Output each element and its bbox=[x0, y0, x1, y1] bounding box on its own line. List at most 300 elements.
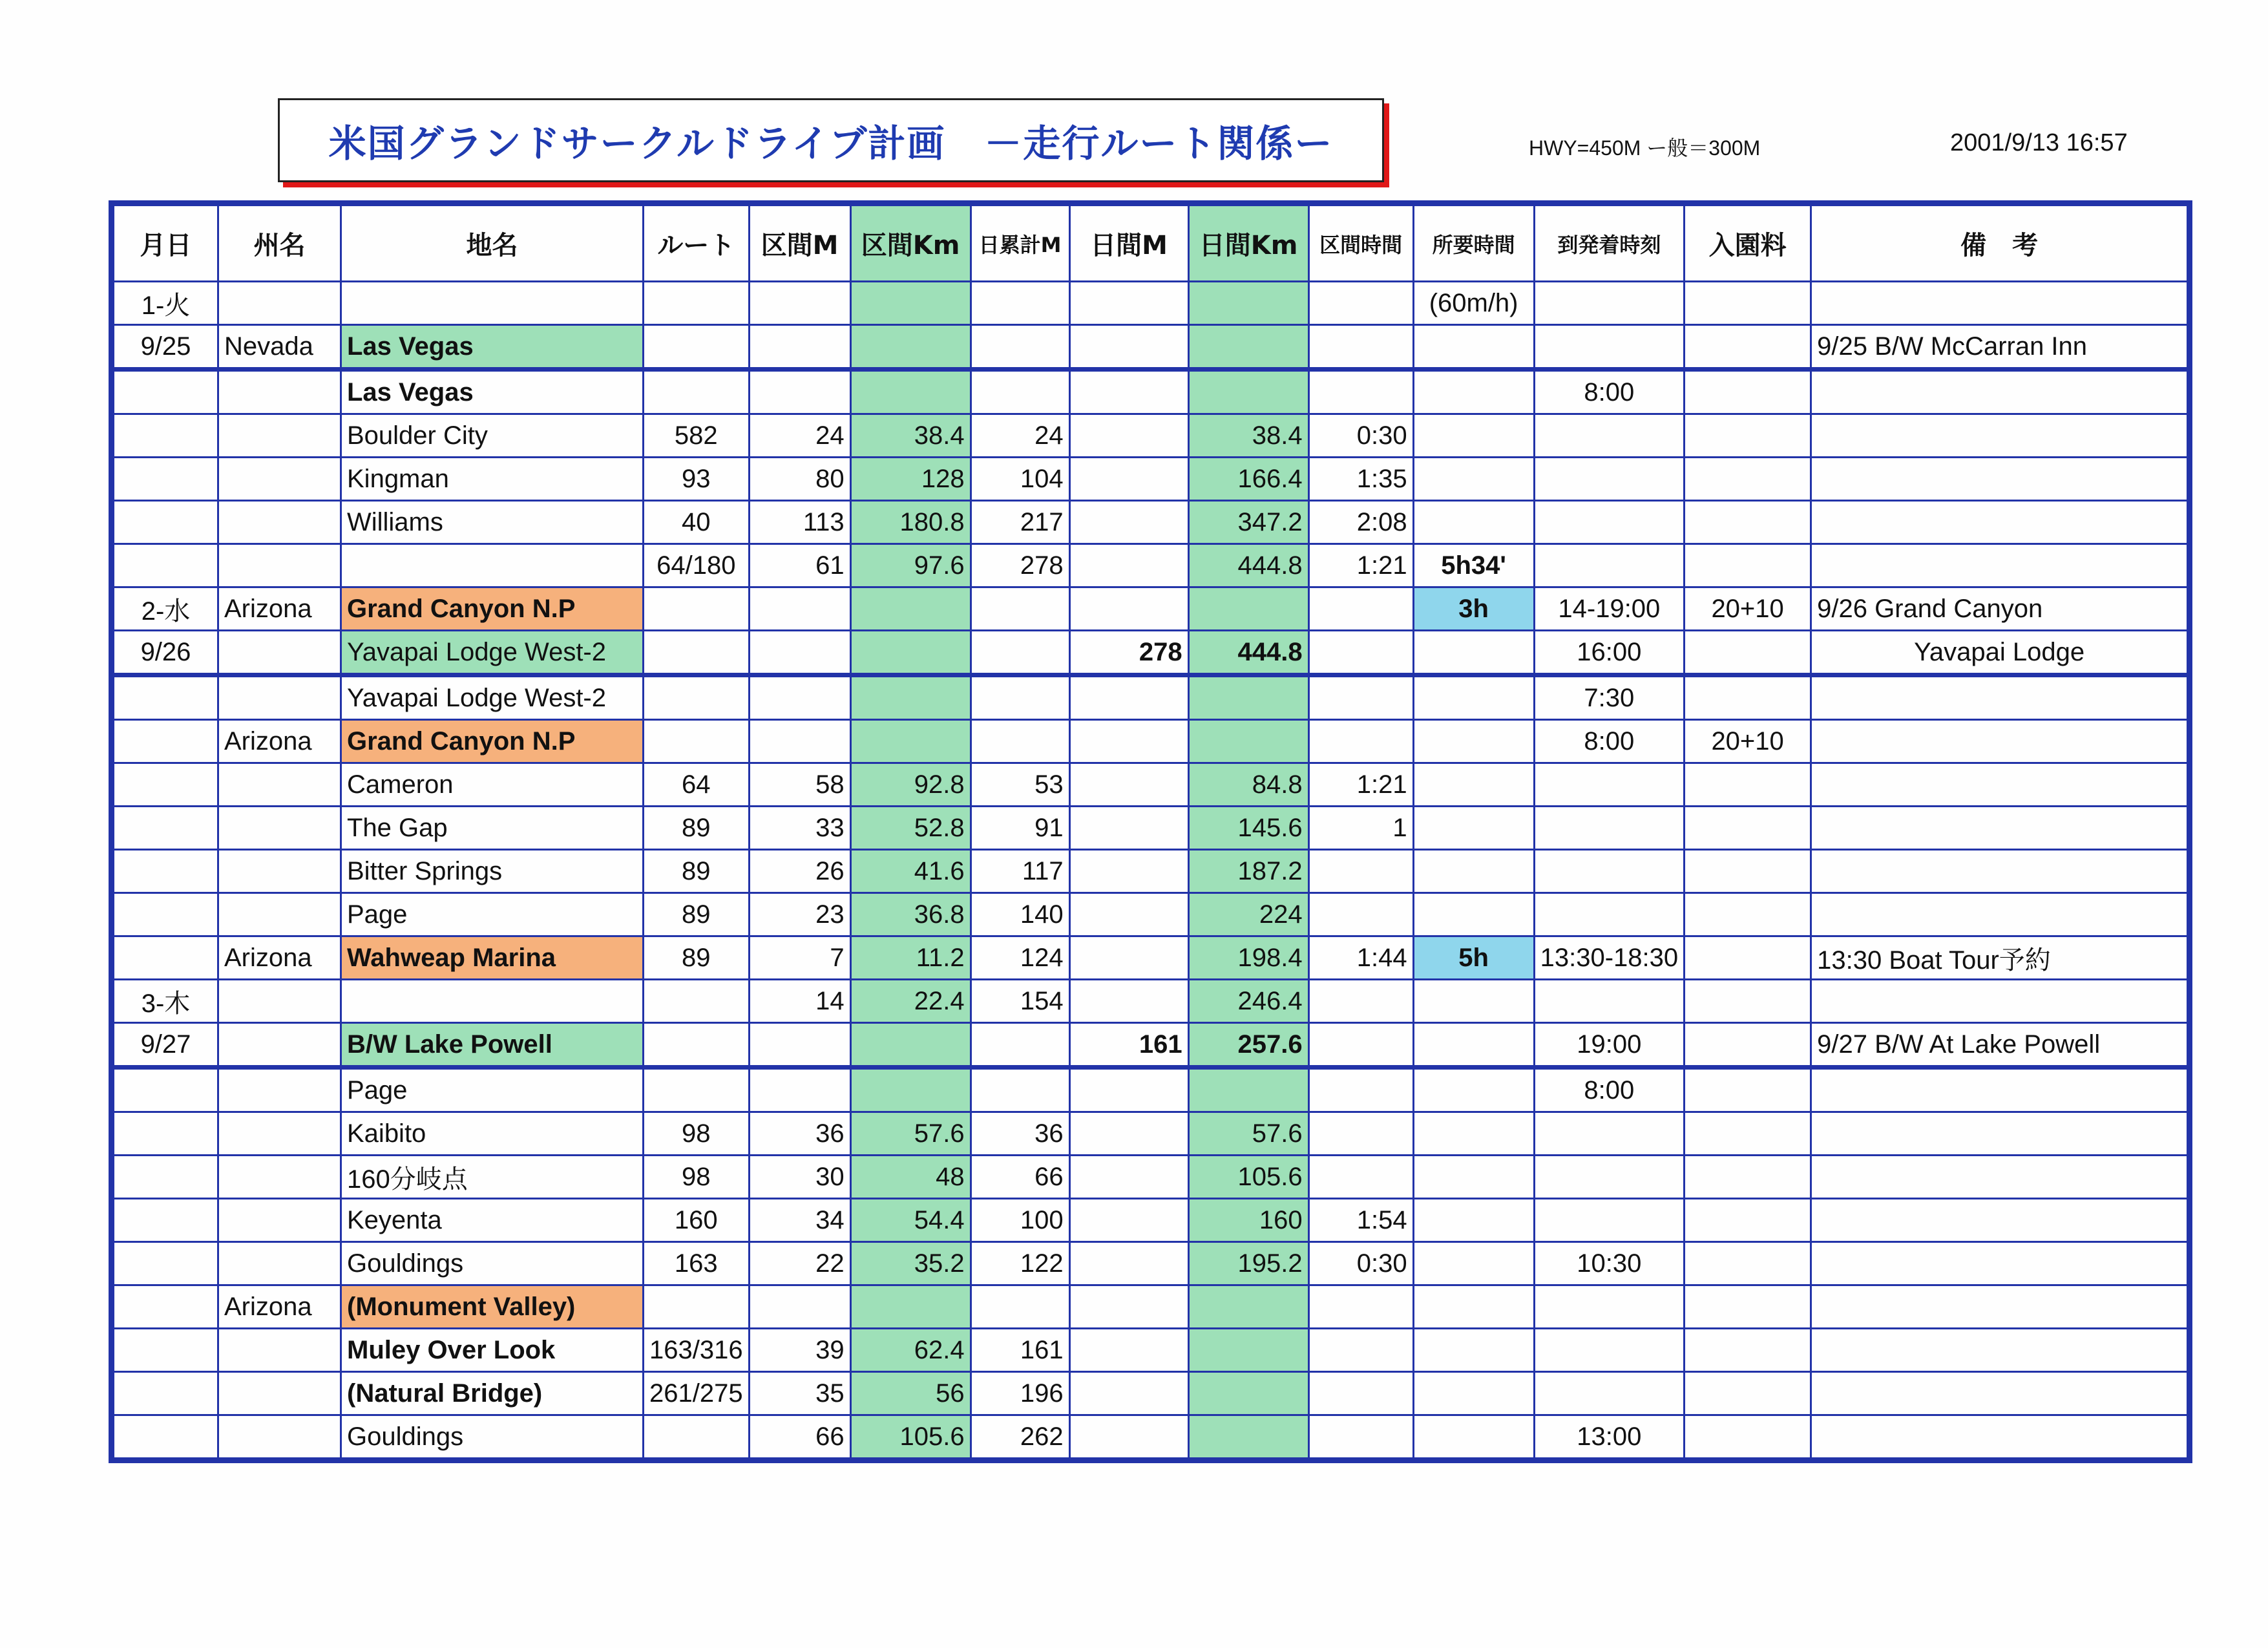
cell-section-km: 38.4 bbox=[850, 414, 971, 458]
cell-remarks bbox=[1811, 458, 2188, 501]
cell-arrival-departure: 7:30 bbox=[1534, 675, 1685, 720]
cell-day-km: 224 bbox=[1188, 893, 1308, 936]
cell-day-km bbox=[1188, 1068, 1308, 1112]
cell-required-time bbox=[1413, 1112, 1534, 1156]
cell-section-km: 35.2 bbox=[850, 1242, 971, 1285]
cell-day-cumulative-miles: 196 bbox=[971, 1372, 1069, 1415]
header-section-miles: 区間M bbox=[749, 206, 850, 282]
cell-arrival-departure: 16:00 bbox=[1534, 631, 1685, 675]
cell-section-km: 11.2 bbox=[850, 936, 971, 980]
cell-section-miles: 23 bbox=[749, 893, 850, 936]
cell-state bbox=[218, 1372, 341, 1415]
cell-remarks bbox=[1811, 282, 2188, 325]
cell-day-miles bbox=[1069, 414, 1188, 458]
cell-section-time bbox=[1308, 282, 1413, 325]
cell-required-time bbox=[1413, 675, 1534, 720]
cell-section-km bbox=[850, 631, 971, 675]
cell-date bbox=[114, 1242, 218, 1285]
header-place: 地名 bbox=[341, 206, 644, 282]
cell-entry-fee bbox=[1685, 1415, 1811, 1459]
cell-date bbox=[114, 501, 218, 544]
cell-day-cumulative-miles bbox=[971, 720, 1069, 763]
cell-date bbox=[114, 807, 218, 850]
cell-day-km: 198.4 bbox=[1188, 936, 1308, 980]
cell-route bbox=[644, 675, 750, 720]
cell-day-miles bbox=[1069, 850, 1188, 893]
table-row bbox=[114, 893, 2188, 936]
header-day-km: 日間Km bbox=[1188, 206, 1308, 282]
cell-day-km: 166.4 bbox=[1188, 458, 1308, 501]
cell-route: 582 bbox=[644, 414, 750, 458]
route-table-body bbox=[114, 282, 2188, 1459]
cell-arrival-departure bbox=[1534, 1199, 1685, 1242]
cell-day-cumulative-miles: 53 bbox=[971, 763, 1069, 807]
cell-section-time: 1 bbox=[1308, 807, 1413, 850]
cell-entry-fee bbox=[1685, 980, 1811, 1023]
cell-date bbox=[114, 1156, 218, 1199]
table-row bbox=[114, 587, 2188, 631]
cell-day-km: 84.8 bbox=[1188, 763, 1308, 807]
cell-state bbox=[218, 458, 341, 501]
cell-state: Arizona bbox=[218, 720, 341, 763]
cell-day-miles bbox=[1069, 1372, 1188, 1415]
cell-section-miles: 66 bbox=[749, 1415, 850, 1459]
table-row bbox=[114, 980, 2188, 1023]
cell-place: Yavapai Lodge West-2 bbox=[341, 631, 644, 675]
cell-arrival-departure bbox=[1534, 501, 1685, 544]
cell-section-time bbox=[1308, 980, 1413, 1023]
cell-section-km: 180.8 bbox=[850, 501, 971, 544]
cell-arrival-departure bbox=[1534, 282, 1685, 325]
cell-place: Bitter Springs bbox=[341, 850, 644, 893]
cell-route: 261/275 bbox=[644, 1372, 750, 1415]
cell-remarks: 9/25 B/W McCarran Inn bbox=[1811, 325, 2188, 370]
cell-required-time: 3h bbox=[1413, 587, 1534, 631]
cell-section-km bbox=[850, 1068, 971, 1112]
cell-required-time bbox=[1413, 1068, 1534, 1112]
cell-section-miles: 80 bbox=[749, 458, 850, 501]
cell-state bbox=[218, 414, 341, 458]
cell-place: B/W Lake Powell bbox=[341, 1023, 644, 1068]
table-row bbox=[114, 1112, 2188, 1156]
header-day-miles: 日間M bbox=[1069, 206, 1188, 282]
cell-entry-fee bbox=[1685, 1242, 1811, 1285]
cell-route: 64/180 bbox=[644, 544, 750, 587]
cell-place: Kingman bbox=[341, 458, 644, 501]
cell-day-km: 38.4 bbox=[1188, 414, 1308, 458]
cell-route bbox=[644, 1023, 750, 1068]
cell-state bbox=[218, 980, 341, 1023]
header-route: ルート bbox=[644, 206, 750, 282]
cell-route bbox=[644, 325, 750, 370]
cell-required-time: (60m/h) bbox=[1413, 282, 1534, 325]
cell-section-km bbox=[850, 720, 971, 763]
cell-place: Las Vegas bbox=[341, 370, 644, 414]
cell-remarks bbox=[1811, 1112, 2188, 1156]
cell-route: 163 bbox=[644, 1242, 750, 1285]
cell-section-time bbox=[1308, 1415, 1413, 1459]
cell-section-time bbox=[1308, 587, 1413, 631]
cell-route: 98 bbox=[644, 1112, 750, 1156]
cell-date bbox=[114, 458, 218, 501]
cell-day-km bbox=[1188, 720, 1308, 763]
cell-place: Page bbox=[341, 893, 644, 936]
cell-route bbox=[644, 1415, 750, 1459]
cell-day-cumulative-miles bbox=[971, 282, 1069, 325]
cell-arrival-departure bbox=[1534, 325, 1685, 370]
cell-date bbox=[114, 1199, 218, 1242]
cell-day-cumulative-miles: 278 bbox=[971, 544, 1069, 587]
cell-section-miles bbox=[749, 1068, 850, 1112]
cell-state: Arizona bbox=[218, 587, 341, 631]
cell-remarks bbox=[1811, 675, 2188, 720]
cell-place: Kaibito bbox=[341, 1112, 644, 1156]
cell-arrival-departure bbox=[1534, 850, 1685, 893]
cell-day-km: 57.6 bbox=[1188, 1112, 1308, 1156]
cell-route bbox=[644, 370, 750, 414]
cell-place bbox=[341, 544, 644, 587]
cell-route: 93 bbox=[644, 458, 750, 501]
table-row bbox=[114, 1023, 2188, 1068]
cell-day-cumulative-miles: 36 bbox=[971, 1112, 1069, 1156]
cell-required-time bbox=[1413, 501, 1534, 544]
cell-day-cumulative-miles: 104 bbox=[971, 458, 1069, 501]
cell-section-miles: 58 bbox=[749, 763, 850, 807]
cell-day-miles bbox=[1069, 1199, 1188, 1242]
cell-remarks bbox=[1811, 414, 2188, 458]
cell-remarks bbox=[1811, 763, 2188, 807]
cell-day-cumulative-miles bbox=[971, 325, 1069, 370]
cell-place: (Monument Valley) bbox=[341, 1285, 644, 1329]
cell-state bbox=[218, 1415, 341, 1459]
cell-remarks bbox=[1811, 1156, 2188, 1199]
cell-section-miles bbox=[749, 675, 850, 720]
cell-day-cumulative-miles: 262 bbox=[971, 1415, 1069, 1459]
cell-day-cumulative-miles bbox=[971, 1285, 1069, 1329]
cell-date: 9/27 bbox=[114, 1023, 218, 1068]
cell-section-miles: 36 bbox=[749, 1112, 850, 1156]
cell-state bbox=[218, 1199, 341, 1242]
cell-section-miles: 61 bbox=[749, 544, 850, 587]
cell-place: Page bbox=[341, 1068, 644, 1112]
cell-section-km: 41.6 bbox=[850, 850, 971, 893]
cell-required-time bbox=[1413, 1199, 1534, 1242]
cell-arrival-departure bbox=[1534, 980, 1685, 1023]
table-row bbox=[114, 850, 2188, 893]
cell-day-miles bbox=[1069, 893, 1188, 936]
cell-state bbox=[218, 763, 341, 807]
cell-day-km: 347.2 bbox=[1188, 501, 1308, 544]
cell-section-miles bbox=[749, 325, 850, 370]
table-row bbox=[114, 458, 2188, 501]
cell-required-time bbox=[1413, 1023, 1534, 1068]
cell-day-miles bbox=[1069, 1242, 1188, 1285]
table-row bbox=[114, 370, 2188, 414]
cell-required-time bbox=[1413, 980, 1534, 1023]
cell-section-miles bbox=[749, 282, 850, 325]
cell-day-miles bbox=[1069, 282, 1188, 325]
cell-day-miles: 161 bbox=[1069, 1023, 1188, 1068]
cell-day-km: 444.8 bbox=[1188, 544, 1308, 587]
header-section-km: 区間Km bbox=[850, 206, 971, 282]
cell-required-time bbox=[1413, 807, 1534, 850]
cell-state bbox=[218, 807, 341, 850]
cell-day-cumulative-miles bbox=[971, 1023, 1069, 1068]
cell-section-time: 1:54 bbox=[1308, 1199, 1413, 1242]
cell-date bbox=[114, 893, 218, 936]
cell-place: Gouldings bbox=[341, 1242, 644, 1285]
cell-remarks bbox=[1811, 1415, 2188, 1459]
cell-required-time bbox=[1413, 631, 1534, 675]
cell-day-miles bbox=[1069, 807, 1188, 850]
cell-remarks: 9/26 Grand Canyon bbox=[1811, 587, 2188, 631]
cell-required-time bbox=[1413, 850, 1534, 893]
cell-day-km bbox=[1188, 675, 1308, 720]
cell-section-miles: 33 bbox=[749, 807, 850, 850]
cell-section-km bbox=[850, 1023, 971, 1068]
table-row bbox=[114, 1285, 2188, 1329]
cell-route: 40 bbox=[644, 501, 750, 544]
cell-section-time: 0:30 bbox=[1308, 414, 1413, 458]
table-row bbox=[114, 1329, 2188, 1372]
cell-date bbox=[114, 1372, 218, 1415]
cell-required-time bbox=[1413, 1372, 1534, 1415]
header-date: 月日 bbox=[114, 206, 218, 282]
cell-section-miles: 22 bbox=[749, 1242, 850, 1285]
cell-section-time: 1:21 bbox=[1308, 544, 1413, 587]
cell-section-km: 54.4 bbox=[850, 1199, 971, 1242]
cell-day-miles bbox=[1069, 370, 1188, 414]
cell-place: Yavapai Lodge West-2 bbox=[341, 675, 644, 720]
cell-day-miles bbox=[1069, 763, 1188, 807]
cell-section-time bbox=[1308, 1372, 1413, 1415]
cell-section-time bbox=[1308, 850, 1413, 893]
cell-section-time bbox=[1308, 631, 1413, 675]
table-row bbox=[114, 763, 2188, 807]
cell-section-km: 57.6 bbox=[850, 1112, 971, 1156]
header-day-cumulative-miles: 日累計M bbox=[971, 206, 1069, 282]
cell-date bbox=[114, 1285, 218, 1329]
cell-state bbox=[218, 893, 341, 936]
cell-arrival-departure bbox=[1534, 458, 1685, 501]
cell-day-miles bbox=[1069, 936, 1188, 980]
cell-place: 160分岐点 bbox=[341, 1156, 644, 1199]
cell-entry-fee bbox=[1685, 370, 1811, 414]
cell-state bbox=[218, 675, 341, 720]
cell-entry-fee: 20+10 bbox=[1685, 720, 1811, 763]
header-state: 州名 bbox=[218, 206, 341, 282]
cell-required-time bbox=[1413, 370, 1534, 414]
cell-entry-fee bbox=[1685, 936, 1811, 980]
cell-entry-fee bbox=[1685, 893, 1811, 936]
cell-day-cumulative-miles: 161 bbox=[971, 1329, 1069, 1372]
cell-day-miles bbox=[1069, 720, 1188, 763]
cell-remarks bbox=[1811, 850, 2188, 893]
cell-entry-fee bbox=[1685, 501, 1811, 544]
cell-arrival-departure bbox=[1534, 893, 1685, 936]
cell-remarks bbox=[1811, 1242, 2188, 1285]
cell-day-cumulative-miles: 117 bbox=[971, 850, 1069, 893]
cell-entry-fee bbox=[1685, 807, 1811, 850]
cell-arrival-departure: 8:00 bbox=[1534, 370, 1685, 414]
cell-entry-fee bbox=[1685, 1068, 1811, 1112]
cell-section-miles bbox=[749, 587, 850, 631]
cell-arrival-departure bbox=[1534, 1329, 1685, 1372]
cell-section-time bbox=[1308, 893, 1413, 936]
cell-place: The Gap bbox=[341, 807, 644, 850]
table-row bbox=[114, 1068, 2188, 1112]
cell-section-time: 1:35 bbox=[1308, 458, 1413, 501]
cell-day-cumulative-miles: 100 bbox=[971, 1199, 1069, 1242]
cell-section-km bbox=[850, 587, 971, 631]
cell-section-km bbox=[850, 325, 971, 370]
cell-route: 89 bbox=[644, 850, 750, 893]
cell-route: 64 bbox=[644, 763, 750, 807]
cell-day-km bbox=[1188, 325, 1308, 370]
cell-required-time bbox=[1413, 1329, 1534, 1372]
cell-date: 1-火 bbox=[114, 282, 218, 325]
cell-day-km bbox=[1188, 1285, 1308, 1329]
cell-state bbox=[218, 1112, 341, 1156]
cell-place bbox=[341, 282, 644, 325]
cell-date bbox=[114, 544, 218, 587]
cell-section-km: 97.6 bbox=[850, 544, 971, 587]
cell-remarks bbox=[1811, 544, 2188, 587]
cell-arrival-departure bbox=[1534, 1285, 1685, 1329]
cell-place: Williams bbox=[341, 501, 644, 544]
table-row bbox=[114, 1199, 2188, 1242]
table-row bbox=[114, 544, 2188, 587]
cell-required-time bbox=[1413, 893, 1534, 936]
cell-required-time bbox=[1413, 325, 1534, 370]
header-section-time: 区間時間 bbox=[1308, 206, 1413, 282]
cell-arrival-departure: 8:00 bbox=[1534, 720, 1685, 763]
cell-day-miles bbox=[1069, 501, 1188, 544]
cell-state: Arizona bbox=[218, 1285, 341, 1329]
cell-section-miles bbox=[749, 370, 850, 414]
cell-day-km: 160 bbox=[1188, 1199, 1308, 1242]
cell-arrival-departure: 10:30 bbox=[1534, 1242, 1685, 1285]
cell-state: Arizona bbox=[218, 936, 341, 980]
cell-day-km: 105.6 bbox=[1188, 1156, 1308, 1199]
page-title: 米国グランドサークルドライブ計画 －走行ルート関係ー bbox=[328, 121, 1334, 165]
cell-section-km: 56 bbox=[850, 1372, 971, 1415]
cell-entry-fee bbox=[1685, 458, 1811, 501]
cell-section-km: 105.6 bbox=[850, 1415, 971, 1459]
cell-day-km bbox=[1188, 370, 1308, 414]
cell-remarks bbox=[1811, 807, 2188, 850]
cell-required-time bbox=[1413, 1285, 1534, 1329]
cell-state bbox=[218, 1329, 341, 1372]
cell-day-miles bbox=[1069, 325, 1188, 370]
cell-date bbox=[114, 720, 218, 763]
cell-section-time: 1:21 bbox=[1308, 763, 1413, 807]
cell-entry-fee bbox=[1685, 325, 1811, 370]
cell-route: 160 bbox=[644, 1199, 750, 1242]
cell-day-miles bbox=[1069, 675, 1188, 720]
cell-section-miles bbox=[749, 720, 850, 763]
cell-required-time bbox=[1413, 458, 1534, 501]
table-row bbox=[114, 1415, 2188, 1459]
cell-section-time bbox=[1308, 325, 1413, 370]
cell-day-miles bbox=[1069, 1285, 1188, 1329]
route-table bbox=[112, 204, 2189, 1459]
cell-day-km bbox=[1188, 1329, 1308, 1372]
cell-section-km: 128 bbox=[850, 458, 971, 501]
cell-section-miles bbox=[749, 631, 850, 675]
cell-day-km bbox=[1188, 1372, 1308, 1415]
header-arrival-departure: 到発着時刻 bbox=[1534, 206, 1685, 282]
cell-day-cumulative-miles: 154 bbox=[971, 980, 1069, 1023]
cell-day-miles bbox=[1069, 1068, 1188, 1112]
cell-remarks bbox=[1811, 1068, 2188, 1112]
cell-route bbox=[644, 631, 750, 675]
cell-state: Nevada bbox=[218, 325, 341, 370]
cell-date bbox=[114, 414, 218, 458]
cell-required-time bbox=[1413, 720, 1534, 763]
cell-state bbox=[218, 370, 341, 414]
cell-day-km bbox=[1188, 282, 1308, 325]
cell-remarks bbox=[1811, 720, 2188, 763]
cell-remarks bbox=[1811, 1329, 2188, 1372]
cell-entry-fee bbox=[1685, 1112, 1811, 1156]
cell-date bbox=[114, 936, 218, 980]
cell-section-miles: 39 bbox=[749, 1329, 850, 1372]
cell-route bbox=[644, 587, 750, 631]
cell-arrival-departure: 19:00 bbox=[1534, 1023, 1685, 1068]
header-required-time: 所要時間 bbox=[1413, 206, 1534, 282]
cell-required-time bbox=[1413, 1242, 1534, 1285]
cell-section-km: 22.4 bbox=[850, 980, 971, 1023]
cell-arrival-departure bbox=[1534, 807, 1685, 850]
cell-entry-fee bbox=[1685, 282, 1811, 325]
cell-section-time bbox=[1308, 720, 1413, 763]
cell-day-km bbox=[1188, 1415, 1308, 1459]
cell-entry-fee bbox=[1685, 1329, 1811, 1372]
cell-day-miles: 278 bbox=[1069, 631, 1188, 675]
cell-section-km: 62.4 bbox=[850, 1329, 971, 1372]
cell-state bbox=[218, 1023, 341, 1068]
table-row bbox=[114, 631, 2188, 675]
cell-entry-fee bbox=[1685, 544, 1811, 587]
cell-route bbox=[644, 720, 750, 763]
cell-section-time bbox=[1308, 1068, 1413, 1112]
header-entry-fee: 入園料 bbox=[1685, 206, 1811, 282]
cell-section-time bbox=[1308, 675, 1413, 720]
speed-note: HWY=450M ー般＝300M bbox=[1529, 136, 1761, 160]
cell-day-miles bbox=[1069, 1156, 1188, 1199]
cell-day-miles bbox=[1069, 1415, 1188, 1459]
cell-day-cumulative-miles bbox=[971, 1068, 1069, 1112]
cell-section-time: 0:30 bbox=[1308, 1242, 1413, 1285]
cell-day-cumulative-miles bbox=[971, 631, 1069, 675]
table-header-row bbox=[114, 206, 2188, 282]
cell-day-cumulative-miles: 122 bbox=[971, 1242, 1069, 1285]
cell-place: Gouldings bbox=[341, 1415, 644, 1459]
cell-state bbox=[218, 282, 341, 325]
cell-arrival-departure bbox=[1534, 1112, 1685, 1156]
cell-section-miles: 113 bbox=[749, 501, 850, 544]
cell-section-time bbox=[1308, 1285, 1413, 1329]
cell-remarks: 13:30 Boat Tour予約 bbox=[1811, 936, 2188, 980]
cell-day-miles bbox=[1069, 544, 1188, 587]
cell-date bbox=[114, 370, 218, 414]
cell-remarks: 9/27 B/W At Lake Powell bbox=[1811, 1023, 2188, 1068]
table-row bbox=[114, 936, 2188, 980]
cell-day-km: 246.4 bbox=[1188, 980, 1308, 1023]
cell-route: 89 bbox=[644, 893, 750, 936]
table-row bbox=[114, 1156, 2188, 1199]
